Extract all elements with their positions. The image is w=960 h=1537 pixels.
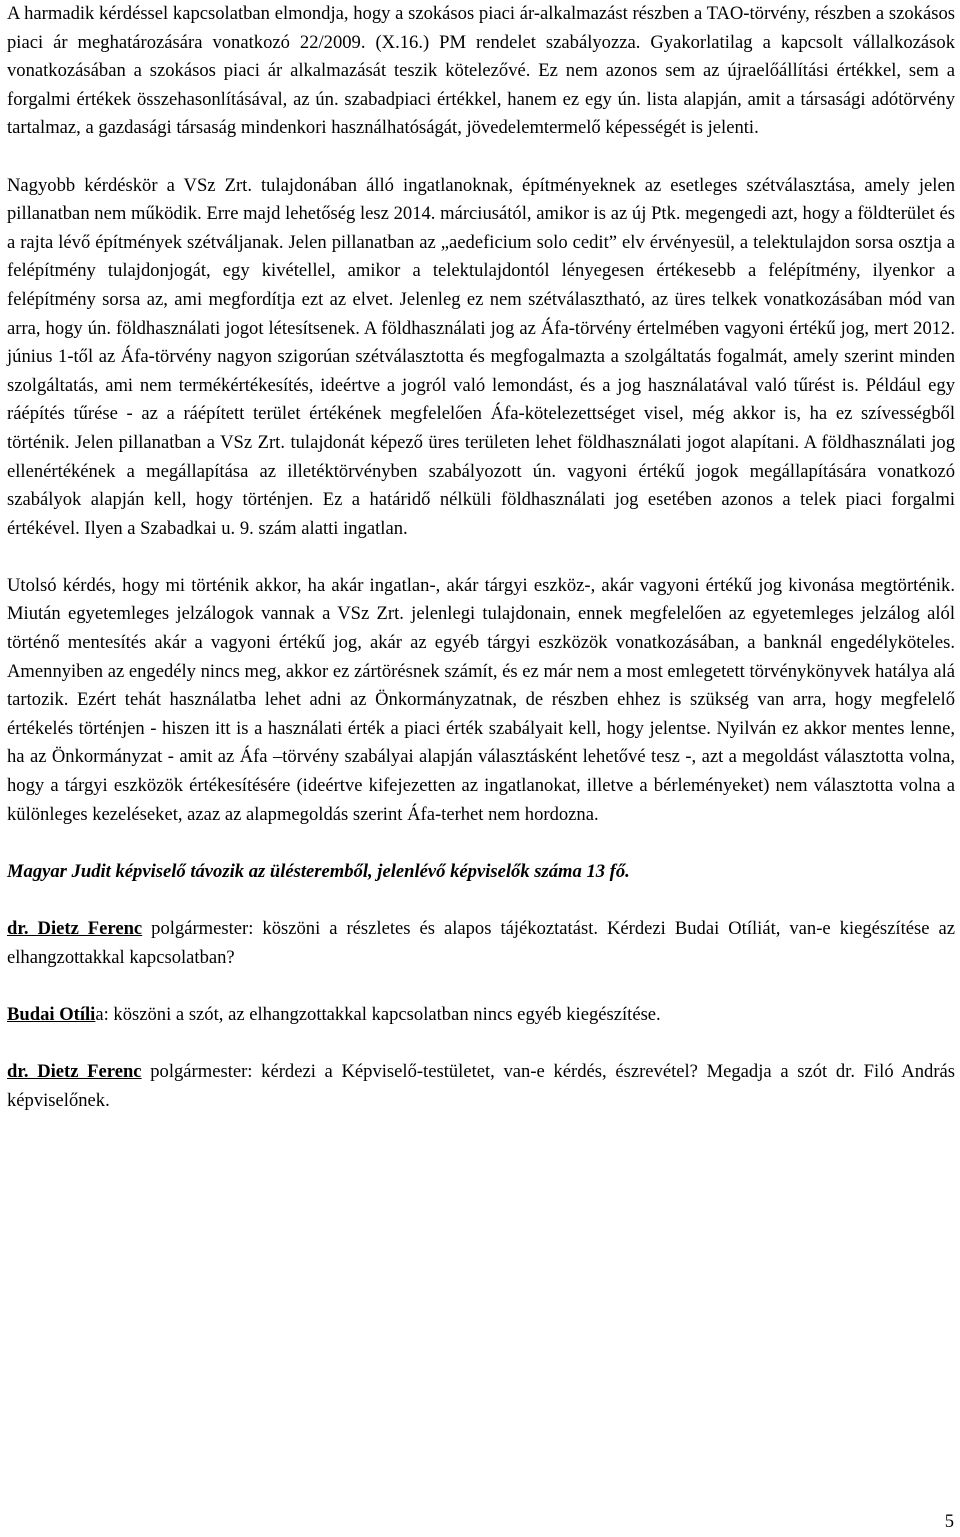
paragraph-gap: [7, 829, 955, 858]
speaker-name: Budai Otíli: [7, 1003, 96, 1025]
paragraph-asset-withdrawal: Utolsó kérdés, hogy mi történik akkor, ha akár ingatlan-, akár tárgyi eszköz-, akár vagyoni értékű jog kivonása megtörténik. Miután egyetemleges jelzálogok vannak a VSz Zrt. jelenlegi tulajdonain, ennek megfelelően az egyetemleges jelzálog alól történő mentesítés akár a vagyoni értékű jog, akár az egyéb tárgyi eszközök vonatkozásában, a banknál engedélyköteles. Amennyiben az engedély nincs meg, akkor ez zártörésnek számít, és ez már nem a most emlegetett törvénykönyvek hatálya alá tartozik. Ezért tehát használatba lehet adni az Önkormányzatnak, de részben ehhez is szükség van arra, hogy megfelelő értékelés történjen - hiszen itt is a használati érték a piaci érték szabályait kell, hogy jelentse. Nyilván ez akkor mentes lenne, ha az Önkormányzat - amit az Áfa –törvény szabályai alapján választásként lehetővé tesz -, azt a megoldást választotta volna, hogy a tárgyi eszközök értékesítésére (ideértve kifejezetten az ingatlanokat, illetve a bérleményeket) nem választotta volna a különleges kezeléseket, azaz az alapmegoldás szerint Áfa-terhet nem hordozna.: [7, 574, 955, 825]
paragraph-mayor-thanks: [7, 915, 955, 972]
paragraph-gap: [7, 143, 955, 172]
paragraph-gap: [7, 1029, 955, 1058]
paragraph-property-separation: Nagyobb kérdéskör a VSz Zrt. tulajdonában álló ingatlanoknak, építményeknek az esetleges szétválasztása, amely jelen pillanatban nem működik. Erre majd lehetőség lesz 2014. márciusától, amikor is az új Ptk. megengedi azt, hogy a földterület és a rajta lévő építmények szétváljanak. Jelen pillanatban az „aedeficium solo cedit” elv érvényesül, a telektulajdon sorsa osztja a felépítmény tulajdonjogát, egy kivétellel, amikor a telektulajdontól lényegesen értékesebb a felépítmény, ilyenkor a felépítmény sorsa az, ami megfordítja ezt az elvet. Jelenleg ez nem szétválasztható, az üres telkek vonatkozásában mód van arra, hogy ún. földhasználati jogot létesítsenek. A földhasználati jog az Áfa-törvény értelmében vagyoni értékű jog, mert 2012. június 1-től az Áfa-törvény nagyon szigorúan szétválasztotta és megfogalmazta a szolgáltatás fogalmát, amely szerint minden szolgáltatás, ami nem termékértékesítés, ideértve a jogról való lemondást, és a jog használatával való tűrést is. Például egy ráépítés tűrése - az a ráépített terület értékének megfelelően Áfa-kötelezettséget visel, még akkor is, ha ez szívességből történik. Jelen pillanatban a VSz Zrt. tulajdonát képező üres területen lehet földhasználati jogot alapítani. A földhasználati jog ellenértékének a megállapítása az illetéktörvényben szabályozott ún. vagyoni értékű jogok megállapítására vonatkozó szabályok alapján kell, hogy történjen. Ez a határidő nélküli földhasználati jog esetében azonos a telek piaci forgalmi értékével. Ilyen a Szabadkai u. 9. szám alatti ingatlan.: [7, 174, 955, 539]
document-page: [7, 0, 955, 1115]
speaker-name: dr. Dietz Ferenc: [7, 1060, 142, 1082]
paragraph-mayor-question: [7, 1058, 955, 1115]
paragraph-gap: [7, 886, 955, 915]
paragraph-gap: [7, 972, 955, 1001]
paragraph-market-price: A harmadik kérdéssel kapcsolatban elmondja, hogy a szokásos piaci ár-alkalmazást részben a TAO-törvény, részben a szokásos piaci ár meghatározására vonatkozó 22/2009. (X.16.) PM rendelet szabályozza. Gyakorlatilag a kapcsolt vállalkozások vonatkozásában a szokásos piaci ár alkalmazását teszik kötelezővé. Ez nem azonos sem az újraelőállítási értékkel, sem a forgalmi értékek összehasonlításával, az ún. szabadpiaci értékkel, hanem ez egy ún. lista alapján, amit a társasági adótörvény tartalmaz, a gazdasági társaság mindenkori használhatóságát, jövedelemtermelő képességét is jelenti.: [7, 3, 955, 139]
speech-text: polgármester: kérdezi a Képviselő-testületet, van-e kérdés, észrevétel? Megadja a szót dr. Filó András képviselőnek.: [7, 1060, 955, 1111]
speaker-name: dr. Dietz Ferenc: [7, 918, 143, 939]
speech-text: a: köszöni a szót, az elhangzottakkal kapcsolatban nincs egyéb kiegészítése.: [95, 1003, 661, 1025]
attendance-note: Magyar Judit képviselő távozik az ülésteremből, jelenlévő képviselők száma 13 fő.: [7, 860, 630, 882]
paragraph-gap: [7, 543, 955, 572]
page-number: 5: [944, 1511, 954, 1532]
speech-text: polgármester: köszöni a részletes és alapos tájékoztatást. Kérdezi Budai Otíliát, van-e kiegészítése az elhangzottakkal kapcsolatban?: [7, 918, 955, 968]
paragraph-budai-reply: [7, 1001, 955, 1030]
